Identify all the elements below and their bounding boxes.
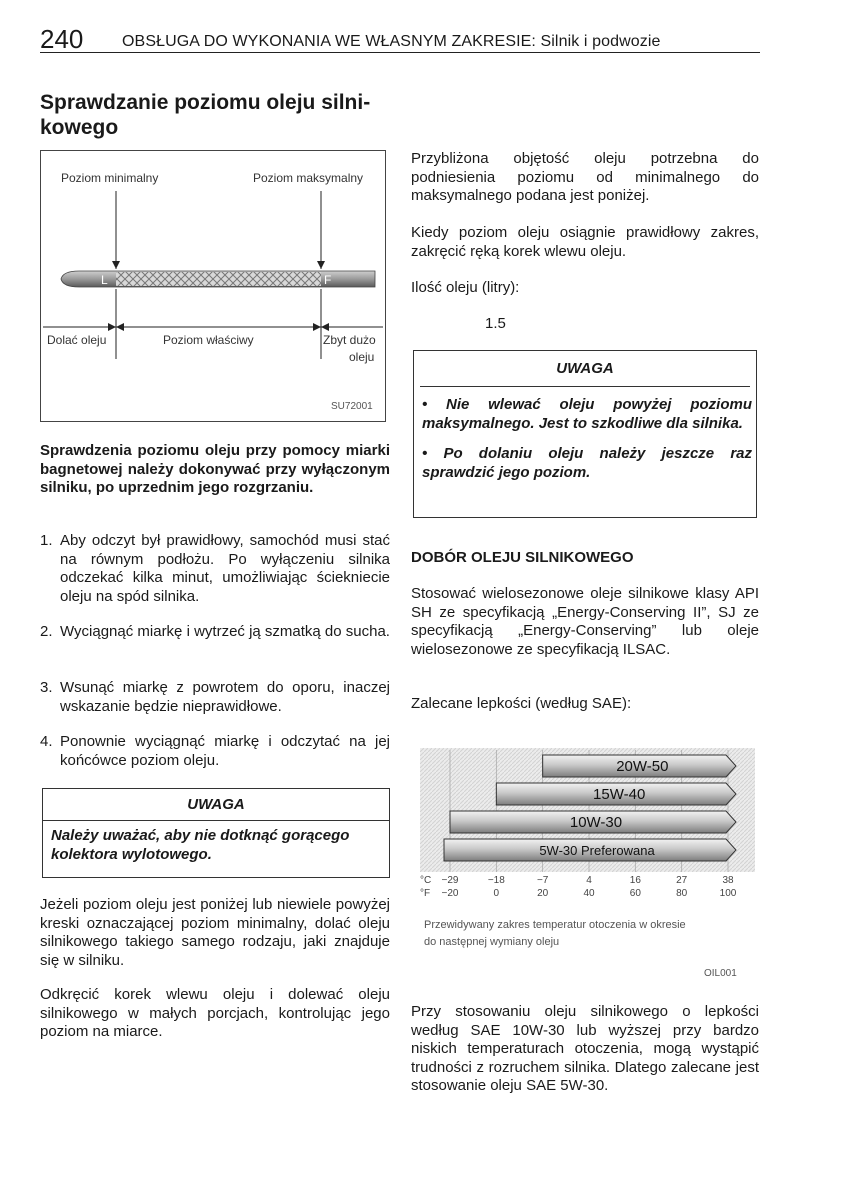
quantity-value: 1.5 <box>485 315 506 332</box>
caution-rule <box>420 386 750 387</box>
label-too-much-1: Zbyt dużo <box>323 333 376 347</box>
tick-label-c: −18 <box>487 875 505 886</box>
tick-label-c: 38 <box>722 875 734 886</box>
bar-label: 20W-50 <box>616 758 669 775</box>
list-item <box>40 679 390 716</box>
caution-title: UWAGA <box>556 360 614 377</box>
tick-label-f: 100 <box>719 888 737 899</box>
tick-label-c: −29 <box>441 875 459 886</box>
header-rule <box>40 52 760 53</box>
tick-label-c: 16 <box>629 875 641 886</box>
steps-list <box>40 532 390 772</box>
caution-item-1: • Nie wlewać oleju powyżej poziomu maksymalnego. Jest to szkodliwe dla silnika. <box>422 396 752 432</box>
paragraph-left-1: Jeżeli poziom oleju jest poniżej lub niewiele powyżej kreski oznaczającej poziom minimalny, dolać oleju silnikowego takiego samego rodzaju, jaki znajduje się w silniku. <box>40 896 390 969</box>
bar-label: 15W-40 <box>593 786 646 803</box>
label-min: Poziom minimalny <box>61 171 159 185</box>
tick-label-f: 0 <box>493 888 500 899</box>
bar-label: 5W-30 Preferowana <box>539 843 655 858</box>
list-item <box>40 532 390 606</box>
tick-label-c: −7 <box>536 875 549 886</box>
section-title-line-1: Sprawdzanie poziomu oleju silni- <box>40 91 371 114</box>
max-arrow <box>317 261 325 269</box>
oil-paragraph: Stosować wielosezonowe oleje silnikowe klasy API SH ze specyfikacją „Energy-Conserving II”, SJ ze specyfikacją „Energy-Conserving” lub oleje wielosezonowe ze specyfikacją ILSAC. <box>411 585 759 658</box>
paragraph-right-1: Przybliżona objętość oleju potrzebna do podniesienia poziomu od minimalnego do maksymalnego podana jest poniżej. <box>411 150 759 204</box>
page-number: 240 <box>40 24 84 54</box>
tick-label-c: 4 <box>586 875 592 886</box>
quantity-label: Ilość oleju (litry): <box>411 279 520 296</box>
caution-title: UWAGA <box>187 796 245 813</box>
dipstick-illustration <box>41 151 385 421</box>
paragraph-right-2: Kiedy poziom oleju osiągnie prawidłowy zakres, zakręcić ręką korek wlewu oleju. <box>411 224 759 260</box>
mark-low: L <box>101 273 108 287</box>
intro-bold: Sprawdzenia poziomu oleju przy pomocy miarki bagnetowej należy dokonywać przy wyłączonym silniku, po uprzednim jego rozgrzaniu. <box>40 442 390 496</box>
label-too-much-2: oleju <box>349 350 375 364</box>
step-text: Aby odczyt był prawidłowy, samochód musi stać na równym podłożu. Po wyłączeniu silnika odczekać kilka minut, umożliwiając ściekniecie oleju na spód silnika. <box>60 532 390 605</box>
paragraph-left-2: Odkręcić korek wlewu oleju i dolewać oleju silnikowego w małych porcjach, kontrolując jego poziom na miarce. <box>40 986 390 1040</box>
caution-text: Należy uważać, aby nie dotknąć gorącego kolektora wylotowego. <box>51 827 350 863</box>
caution-box-left <box>42 788 390 878</box>
tick-label-f: −20 <box>441 888 459 899</box>
dipstick-hatch <box>116 272 321 286</box>
section-title <box>40 90 390 140</box>
step-number: 2. <box>40 623 53 640</box>
proper-arrow-left <box>116 323 124 331</box>
chart-code: OIL001 <box>704 968 737 979</box>
list-item <box>40 623 390 642</box>
running-header: OBSŁUGA DO WYKONANIA WE WŁASNYM ZAKRESIE: Silnik i podwozie <box>122 33 661 50</box>
proper-arrow-right <box>313 323 321 331</box>
step-text: Wyciągnąć miarkę i wytrzeć ją szmatką do sucha. <box>60 623 390 640</box>
figure-code: SU72001 <box>331 401 373 412</box>
label-add: Dolać oleju <box>47 333 107 347</box>
tick-label-f: 80 <box>676 888 688 899</box>
step-number: 3. <box>40 679 53 696</box>
label-max: Poziom maksymalny <box>253 171 364 185</box>
step-number: 1. <box>40 532 53 549</box>
viscosity-label: Zalecane lepkości (według SAE): <box>411 695 632 712</box>
caution-item-2: • Po dolaniu oleju należy jeszcze raz sprawdzić jego poziom. <box>422 445 752 481</box>
axis-prefix-c: °C <box>420 875 432 886</box>
step-text: Wsunąć miarkę z powrotem do oporu, inaczej wskazanie będzie nieprawidłowe. <box>60 679 390 715</box>
tick-label-f: 60 <box>629 888 641 899</box>
too-much-arrow <box>321 323 329 331</box>
list-item <box>40 733 390 770</box>
caution-rule <box>43 820 389 821</box>
tick-label-f: 20 <box>537 888 549 899</box>
step-number: 4. <box>40 733 53 750</box>
tick-label-f: 40 <box>583 888 595 899</box>
chart-caption-2: do następnej wymiany oleju <box>424 936 560 948</box>
axis-prefix-f: °F <box>420 888 431 899</box>
add-arrow <box>108 323 116 331</box>
bar-label: 10W-30 <box>569 814 623 831</box>
oil-heading: DOBÓR OLEJU SILNIKOWEGO <box>411 549 634 566</box>
min-arrow <box>112 261 120 269</box>
dipstick-figure <box>40 150 386 422</box>
section-title-line-2: kowego <box>40 116 119 139</box>
viscosity-chart-svg <box>408 740 758 980</box>
paragraph-right-final: Przy stosowaniu oleju silnikowego o lepkości według SAE 10W-30 lub wyższej przy bardzo niskich temperaturach otoczenia, mogą wystąpić trudności z rozruchem silnika. Dlatego zalecane jest stosowanie oleju SAE 5W-30. <box>411 1003 759 1094</box>
step-text: Ponownie wyciągnąć miarkę i odczytać na jej końcówce poziom oleju. <box>60 733 390 769</box>
caution-box-right <box>413 350 757 518</box>
chart-caption-1: Przewidywany zakres temperatur otoczenia w okresie <box>424 919 686 931</box>
mark-full: F <box>324 273 332 287</box>
label-proper: Poziom właściwy <box>163 333 254 347</box>
viscosity-chart <box>408 740 758 980</box>
tick-label-c: 27 <box>676 875 688 886</box>
